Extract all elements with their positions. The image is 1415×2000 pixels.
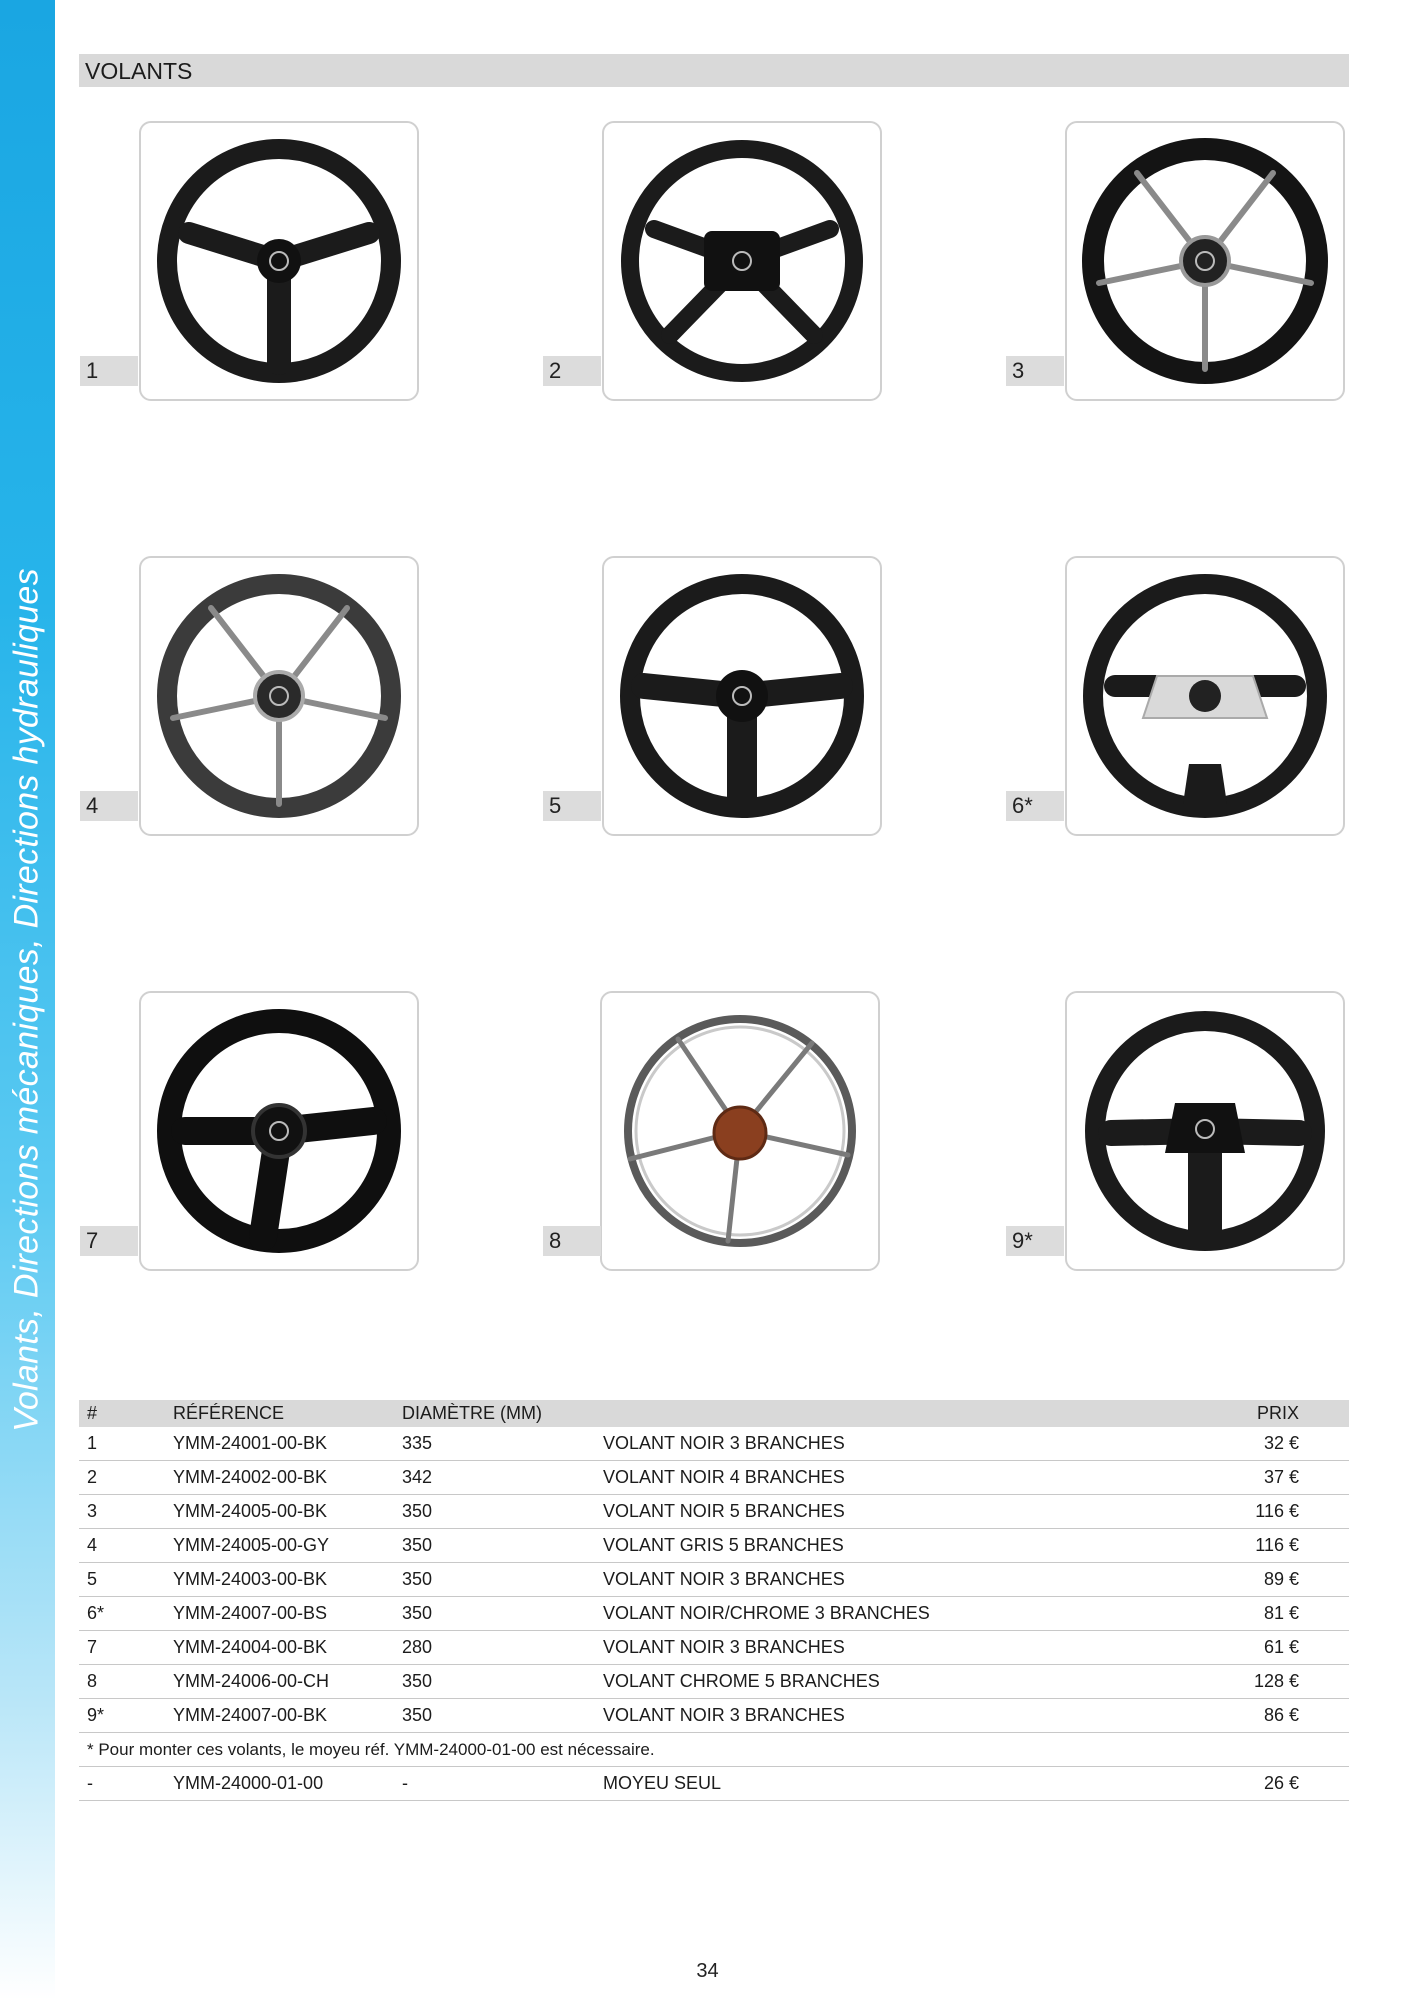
steering-wheel-5-spoke-icon [1077, 133, 1333, 389]
cell-description: MOYEU SEUL [595, 1767, 1181, 1801]
product-card-1[interactable] [139, 121, 419, 401]
cell-price: 61 € [1181, 1631, 1349, 1665]
product-number-4: 4 [80, 791, 138, 821]
cell-num: 7 [79, 1631, 165, 1665]
header-price: PRIX [1181, 1400, 1349, 1427]
steering-wheel-3-spoke-icon [151, 133, 407, 389]
table-row [79, 1427, 1349, 1461]
product-card-5[interactable] [602, 556, 882, 836]
product-number-3: 3 [1006, 356, 1064, 386]
section-header [79, 54, 1349, 87]
steering-wheel-chrome-icon [612, 1003, 868, 1259]
steering-wheel-3-spoke-compact-icon [151, 1003, 407, 1259]
product-number-8: 8 [543, 1226, 601, 1256]
price-table [79, 1400, 1349, 1801]
cell-diameter: 350 [394, 1529, 595, 1563]
steering-wheel-5-spoke-grey-icon [151, 568, 407, 824]
steering-wheel-3-spoke-sport-icon [614, 568, 870, 824]
cell-diameter: 350 [394, 1597, 595, 1631]
table-row [79, 1597, 1349, 1631]
cell-diameter: 342 [394, 1461, 595, 1495]
cell-diameter: 350 [394, 1495, 595, 1529]
cell-reference: YMM-24005-00-BK [165, 1495, 394, 1529]
product-number-2: 2 [543, 356, 601, 386]
cell-diameter: - [394, 1767, 595, 1801]
cell-num: - [79, 1767, 165, 1801]
cell-price: 86 € [1181, 1699, 1349, 1733]
side-band [0, 0, 55, 2000]
cell-diameter: 350 [394, 1665, 595, 1699]
cell-reference: YMM-24001-00-BK [165, 1427, 394, 1461]
cell-description: VOLANT NOIR/CHROME 3 BRANCHES [595, 1597, 1181, 1631]
cell-diameter: 350 [394, 1563, 595, 1597]
table-row [79, 1767, 1349, 1801]
table-row [79, 1665, 1349, 1699]
product-card-6[interactable] [1065, 556, 1345, 836]
cell-description: VOLANT NOIR 3 BRANCHES [595, 1631, 1181, 1665]
cell-num: 3 [79, 1495, 165, 1529]
cell-price: 32 € [1181, 1427, 1349, 1461]
product-card-7[interactable] [139, 991, 419, 1271]
table-note: * Pour monter ces volants, le moyeu réf. YMM-24000-01-00 est nécessaire. [79, 1733, 1349, 1767]
table-note-row [79, 1733, 1349, 1767]
cell-price: 116 € [1181, 1495, 1349, 1529]
header-diameter: DIAMÈTRE (MM) [394, 1400, 595, 1427]
cell-description: VOLANT NOIR 3 BRANCHES [595, 1427, 1181, 1461]
section-title: VOLANTS [85, 58, 193, 84]
steering-wheel-3-spoke-grip-icon [1077, 1003, 1333, 1259]
product-card-2[interactable] [602, 121, 882, 401]
product-card-9[interactable] [1065, 991, 1345, 1271]
cell-reference: YMM-24005-00-GY [165, 1529, 394, 1563]
cell-description: VOLANT NOIR 3 BRANCHES [595, 1563, 1181, 1597]
cell-price: 26 € [1181, 1767, 1349, 1801]
cell-num: 6* [79, 1597, 165, 1631]
cell-num: 1 [79, 1427, 165, 1461]
cell-price: 37 € [1181, 1461, 1349, 1495]
cell-description: VOLANT NOIR 5 BRANCHES [595, 1495, 1181, 1529]
table-row [79, 1461, 1349, 1495]
header-reference: RÉFÉRENCE [165, 1400, 394, 1427]
cell-description: VOLANT GRIS 5 BRANCHES [595, 1529, 1181, 1563]
product-card-3[interactable] [1065, 121, 1345, 401]
cell-reference: YMM-24002-00-BK [165, 1461, 394, 1495]
cell-price: 128 € [1181, 1665, 1349, 1699]
side-title: Volants, Directions mécaniques, Directions hydrauliques [7, 568, 46, 1432]
cell-reference: YMM-24000-01-00 [165, 1767, 394, 1801]
cell-reference: YMM-24007-00-BS [165, 1597, 394, 1631]
table-row [79, 1563, 1349, 1597]
cell-reference: YMM-24007-00-BK [165, 1699, 394, 1733]
product-number-5: 5 [543, 791, 601, 821]
cell-diameter: 280 [394, 1631, 595, 1665]
product-number-9: 9* [1006, 1226, 1064, 1256]
table-row [79, 1495, 1349, 1529]
cell-description: VOLANT NOIR 4 BRANCHES [595, 1461, 1181, 1495]
cell-num: 8 [79, 1665, 165, 1699]
page-number: 34 [696, 1960, 719, 1982]
product-card-8[interactable] [600, 991, 880, 1271]
header-num: # [79, 1400, 165, 1427]
table-header-row [79, 1400, 1349, 1427]
cell-reference: YMM-24006-00-CH [165, 1665, 394, 1699]
cell-num: 4 [79, 1529, 165, 1563]
cell-num: 5 [79, 1563, 165, 1597]
cell-num: 2 [79, 1461, 165, 1495]
cell-reference: YMM-24003-00-BK [165, 1563, 394, 1597]
steering-wheel-4-spoke-icon [614, 133, 870, 389]
cell-diameter: 350 [394, 1699, 595, 1733]
cell-reference: YMM-24004-00-BK [165, 1631, 394, 1665]
table-row [79, 1631, 1349, 1665]
table-row [79, 1699, 1349, 1733]
cell-description: VOLANT NOIR 3 BRANCHES [595, 1699, 1181, 1733]
header-description [595, 1400, 1181, 1427]
product-number-7: 7 [80, 1226, 138, 1256]
steering-wheel-black-chrome-icon [1077, 568, 1333, 824]
product-card-4[interactable] [139, 556, 419, 836]
table-row [79, 1529, 1349, 1563]
product-number-6: 6* [1006, 791, 1064, 821]
product-number-1: 1 [80, 356, 138, 386]
cell-price: 89 € [1181, 1563, 1349, 1597]
cell-price: 81 € [1181, 1597, 1349, 1631]
cell-num: 9* [79, 1699, 165, 1733]
cell-diameter: 335 [394, 1427, 595, 1461]
cell-price: 116 € [1181, 1529, 1349, 1563]
cell-description: VOLANT CHROME 5 BRANCHES [595, 1665, 1181, 1699]
